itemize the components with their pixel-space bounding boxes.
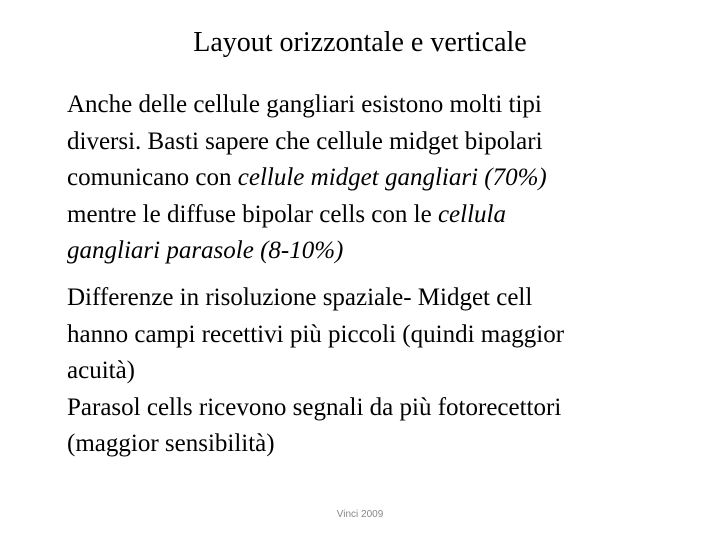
paragraph-line: (maggior sensibilità)	[67, 430, 275, 457]
plain-text: comunicano con	[67, 164, 238, 191]
paragraph-line: Anche delle cellule gangliari esistono molti tipi	[67, 91, 542, 118]
paragraph-spatial-resolution	[67, 280, 687, 463]
slide-footer: Vinci 2009	[336, 509, 384, 520]
plain-text: mentre le diffuse bipolar cells con le	[67, 200, 438, 228]
paragraph-line: acuità)	[67, 357, 136, 384]
paragraph-line: Parasol cells ricevono segnali da più fotorecettori	[67, 393, 562, 421]
slide-title: Layout orizzontale e verticale	[193, 27, 527, 58]
paragraph-line	[67, 233, 687, 270]
paragraph-line	[67, 160, 687, 197]
italic-text: cellula	[437, 200, 506, 228]
paragraph-line: hanno campi recettivi più piccoli (quindi maggior	[67, 320, 565, 348]
paragraph-line: diversi. Basti sapere che cellule midget bipolari	[67, 127, 543, 155]
italic-text: gangliari parasole (8-10%)	[67, 237, 344, 264]
paragraph-ganglion-types	[67, 87, 687, 270]
paragraph-line	[67, 197, 687, 234]
paragraph-line: Differenze in risoluzione spaziale- Midget cell	[67, 284, 533, 311]
italic-text: cellule midget gangliari (70%)	[237, 164, 547, 191]
